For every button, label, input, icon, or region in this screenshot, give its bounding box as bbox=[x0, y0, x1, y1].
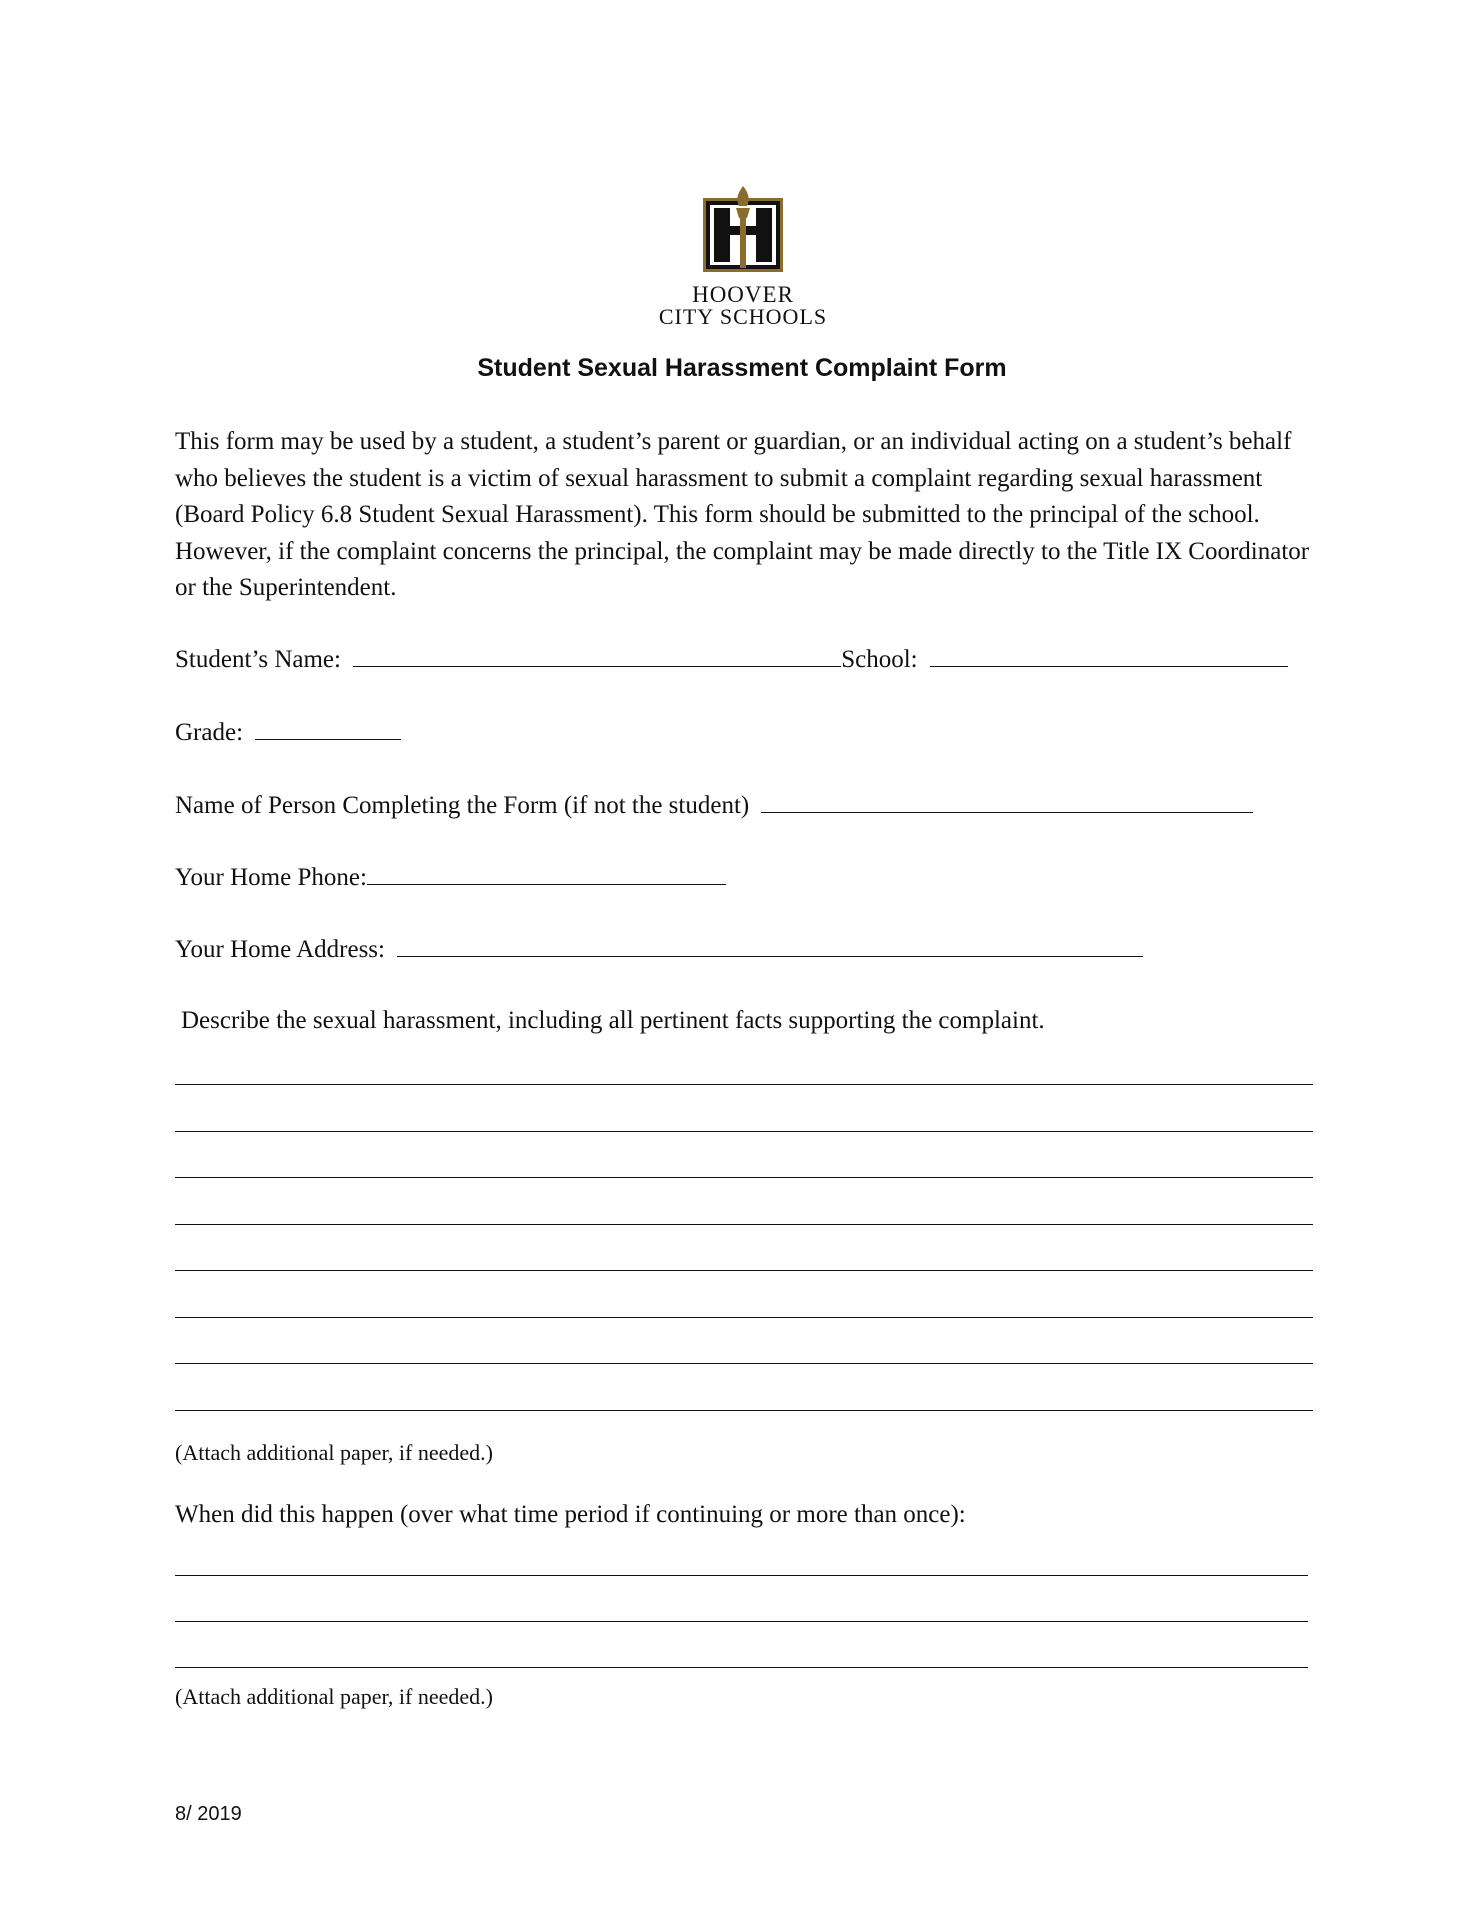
describe-line-2[interactable] bbox=[175, 1131, 1313, 1132]
when-line-3[interactable] bbox=[175, 1667, 1308, 1668]
logo-text-city-schools: CITY SCHOOLS bbox=[658, 304, 828, 329]
address-field[interactable] bbox=[397, 934, 1143, 957]
district-logo bbox=[653, 184, 833, 334]
grade-label: Grade: bbox=[175, 719, 244, 746]
address-label: Your Home Address: bbox=[175, 936, 385, 963]
logo-text-hoover: HOOVER bbox=[692, 282, 794, 307]
page-title: Student Sexual Harassment Complaint Form bbox=[477, 354, 1007, 382]
describe-prompt: Describe the sexual harassment, including all pertinent facts supporting the complaint. bbox=[181, 1007, 1045, 1034]
describe-line-8[interactable] bbox=[175, 1410, 1313, 1411]
describe-line-4[interactable] bbox=[175, 1224, 1313, 1225]
school-field[interactable] bbox=[930, 644, 1288, 667]
describe-line-5[interactable] bbox=[175, 1270, 1313, 1271]
describe-line-1[interactable] bbox=[175, 1084, 1313, 1085]
describe-line-6[interactable] bbox=[175, 1317, 1313, 1318]
school-label: School: bbox=[841, 646, 918, 673]
when-attach-note: (Attach additional paper, if needed.) bbox=[175, 1684, 493, 1709]
grade-row bbox=[175, 717, 401, 747]
when-prompt: When did this happen (over what time period if continuing or more than once): bbox=[175, 1501, 966, 1528]
describe-attach-note: (Attach additional paper, if needed.) bbox=[175, 1440, 493, 1465]
when-line-1[interactable] bbox=[175, 1575, 1308, 1576]
phone-field[interactable] bbox=[367, 862, 726, 885]
when-line-2[interactable] bbox=[175, 1621, 1308, 1622]
describe-line-3[interactable] bbox=[175, 1177, 1313, 1178]
describe-line-7[interactable] bbox=[175, 1363, 1313, 1364]
student-name-label: Student’s Name: bbox=[175, 646, 341, 673]
torch-logo-icon bbox=[701, 184, 785, 276]
phone-row bbox=[175, 862, 726, 892]
completer-row bbox=[175, 790, 1253, 820]
completer-label: Name of Person Completing the Form (if not the student) bbox=[175, 792, 750, 819]
intro-paragraph: This form may be used by a student, a student’s parent or guardian, or an individual acting on a student’s behalf who believes the student is a victim of sexual harassment to submit a complaint regarding sexual harassment (Board Policy 6.8 Student Sexual Harassment). This form should be submitted to the principal of the school. However, if the complaint concerns the principal, the complaint may be made directly to the Title IX Coordinator or the Superintendent. bbox=[175, 428, 1310, 601]
address-row bbox=[175, 934, 1143, 964]
grade-field[interactable] bbox=[255, 717, 401, 740]
student-name-field[interactable] bbox=[353, 644, 841, 667]
phone-label: Your Home Phone: bbox=[175, 864, 367, 891]
completer-field[interactable] bbox=[761, 790, 1253, 813]
revision-date: 8/ 2019 bbox=[175, 1803, 242, 1825]
student-name-row bbox=[175, 644, 1288, 674]
